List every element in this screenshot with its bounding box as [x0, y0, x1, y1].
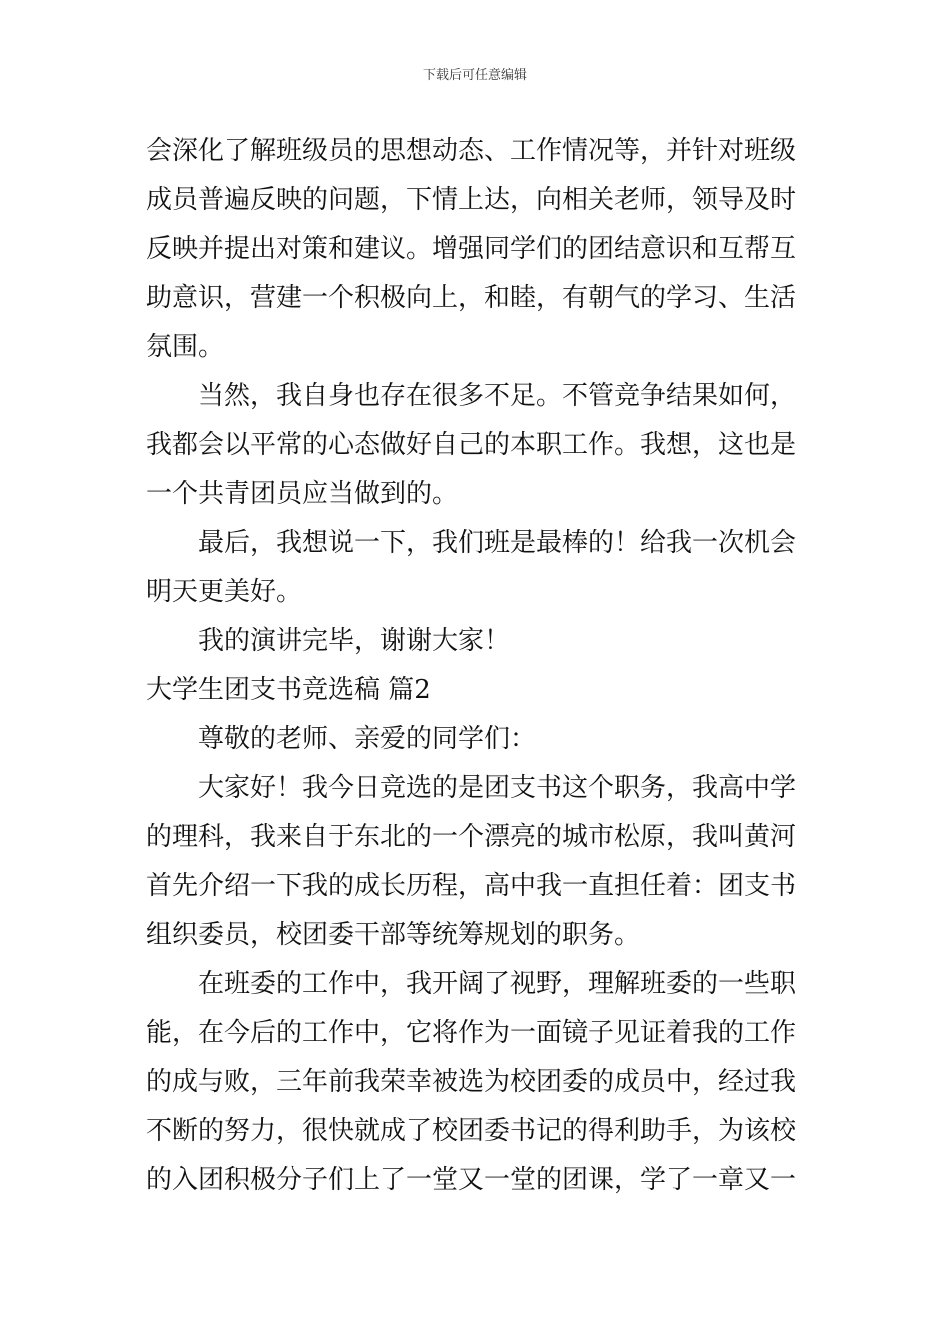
text-line: 能，在今后的工作中，它将作为一面镜子见证着我的工作	[146, 1018, 797, 1048]
text-line: 组织委员，校团委干部等统筹规划的职务。	[146, 920, 641, 950]
text-line: 反映并提出对策和建议。增强同学们的团结意识和互帮互	[146, 234, 797, 264]
text-line: 大家好！我今日竞选的是团支书这个职务，我高中学	[198, 773, 797, 803]
text-line: 成员普遍反映的问题，下情上达，向相关老师，领导及时	[146, 185, 797, 215]
text-line: 不断的努力，很快就成了校团委书记的得利助手，为该校	[146, 1116, 797, 1146]
page-header: 下载后可任意编辑	[422, 68, 527, 83]
text-line: 的入团积极分子们上了一堂又一堂的团课，学了一章又一	[146, 1165, 797, 1195]
text-line: 的理科，我来自于东北的一个漂亮的城市松原，我叫黄河	[146, 822, 797, 852]
text-line: 当然，我自身也存在很多不足。不管竞争结果如何，	[198, 381, 797, 411]
text-line: 我都会以平常的心态做好自己的本职工作。我想，这也是	[146, 430, 797, 460]
text-line: 明天更美好。	[146, 577, 303, 607]
text-line: 尊敬的老师、亲爱的同学们：	[198, 724, 537, 754]
text-line: 首先介绍一下我的成长历程，高中我一直担任着：团支书	[146, 871, 797, 901]
text-line: 的成与败，三年前我荣幸被选为校团委的成员中，经过我	[146, 1067, 797, 1097]
text-line: 助意识，营建一个积极向上，和睦，有朝气的学习、生活	[146, 283, 797, 313]
text-line: 大学生团支书竞选稿 篇2	[146, 675, 431, 705]
text-line: 在班委的工作中，我开阔了视野，理解班委的一些职	[198, 969, 797, 999]
text-line: 我的演讲完毕，谢谢大家！	[198, 626, 511, 656]
text-line: 会深化了解班级员的思想动态、工作情况等，并针对班级	[146, 136, 797, 166]
text-line: 氛围。	[146, 332, 225, 362]
text-line: 一个共青团员应当做到的。	[146, 479, 459, 509]
document-body	[146, 127, 816, 1205]
text-line: 最后，我想说一下，我们班是最棒的！给我一次机会	[198, 528, 797, 558]
